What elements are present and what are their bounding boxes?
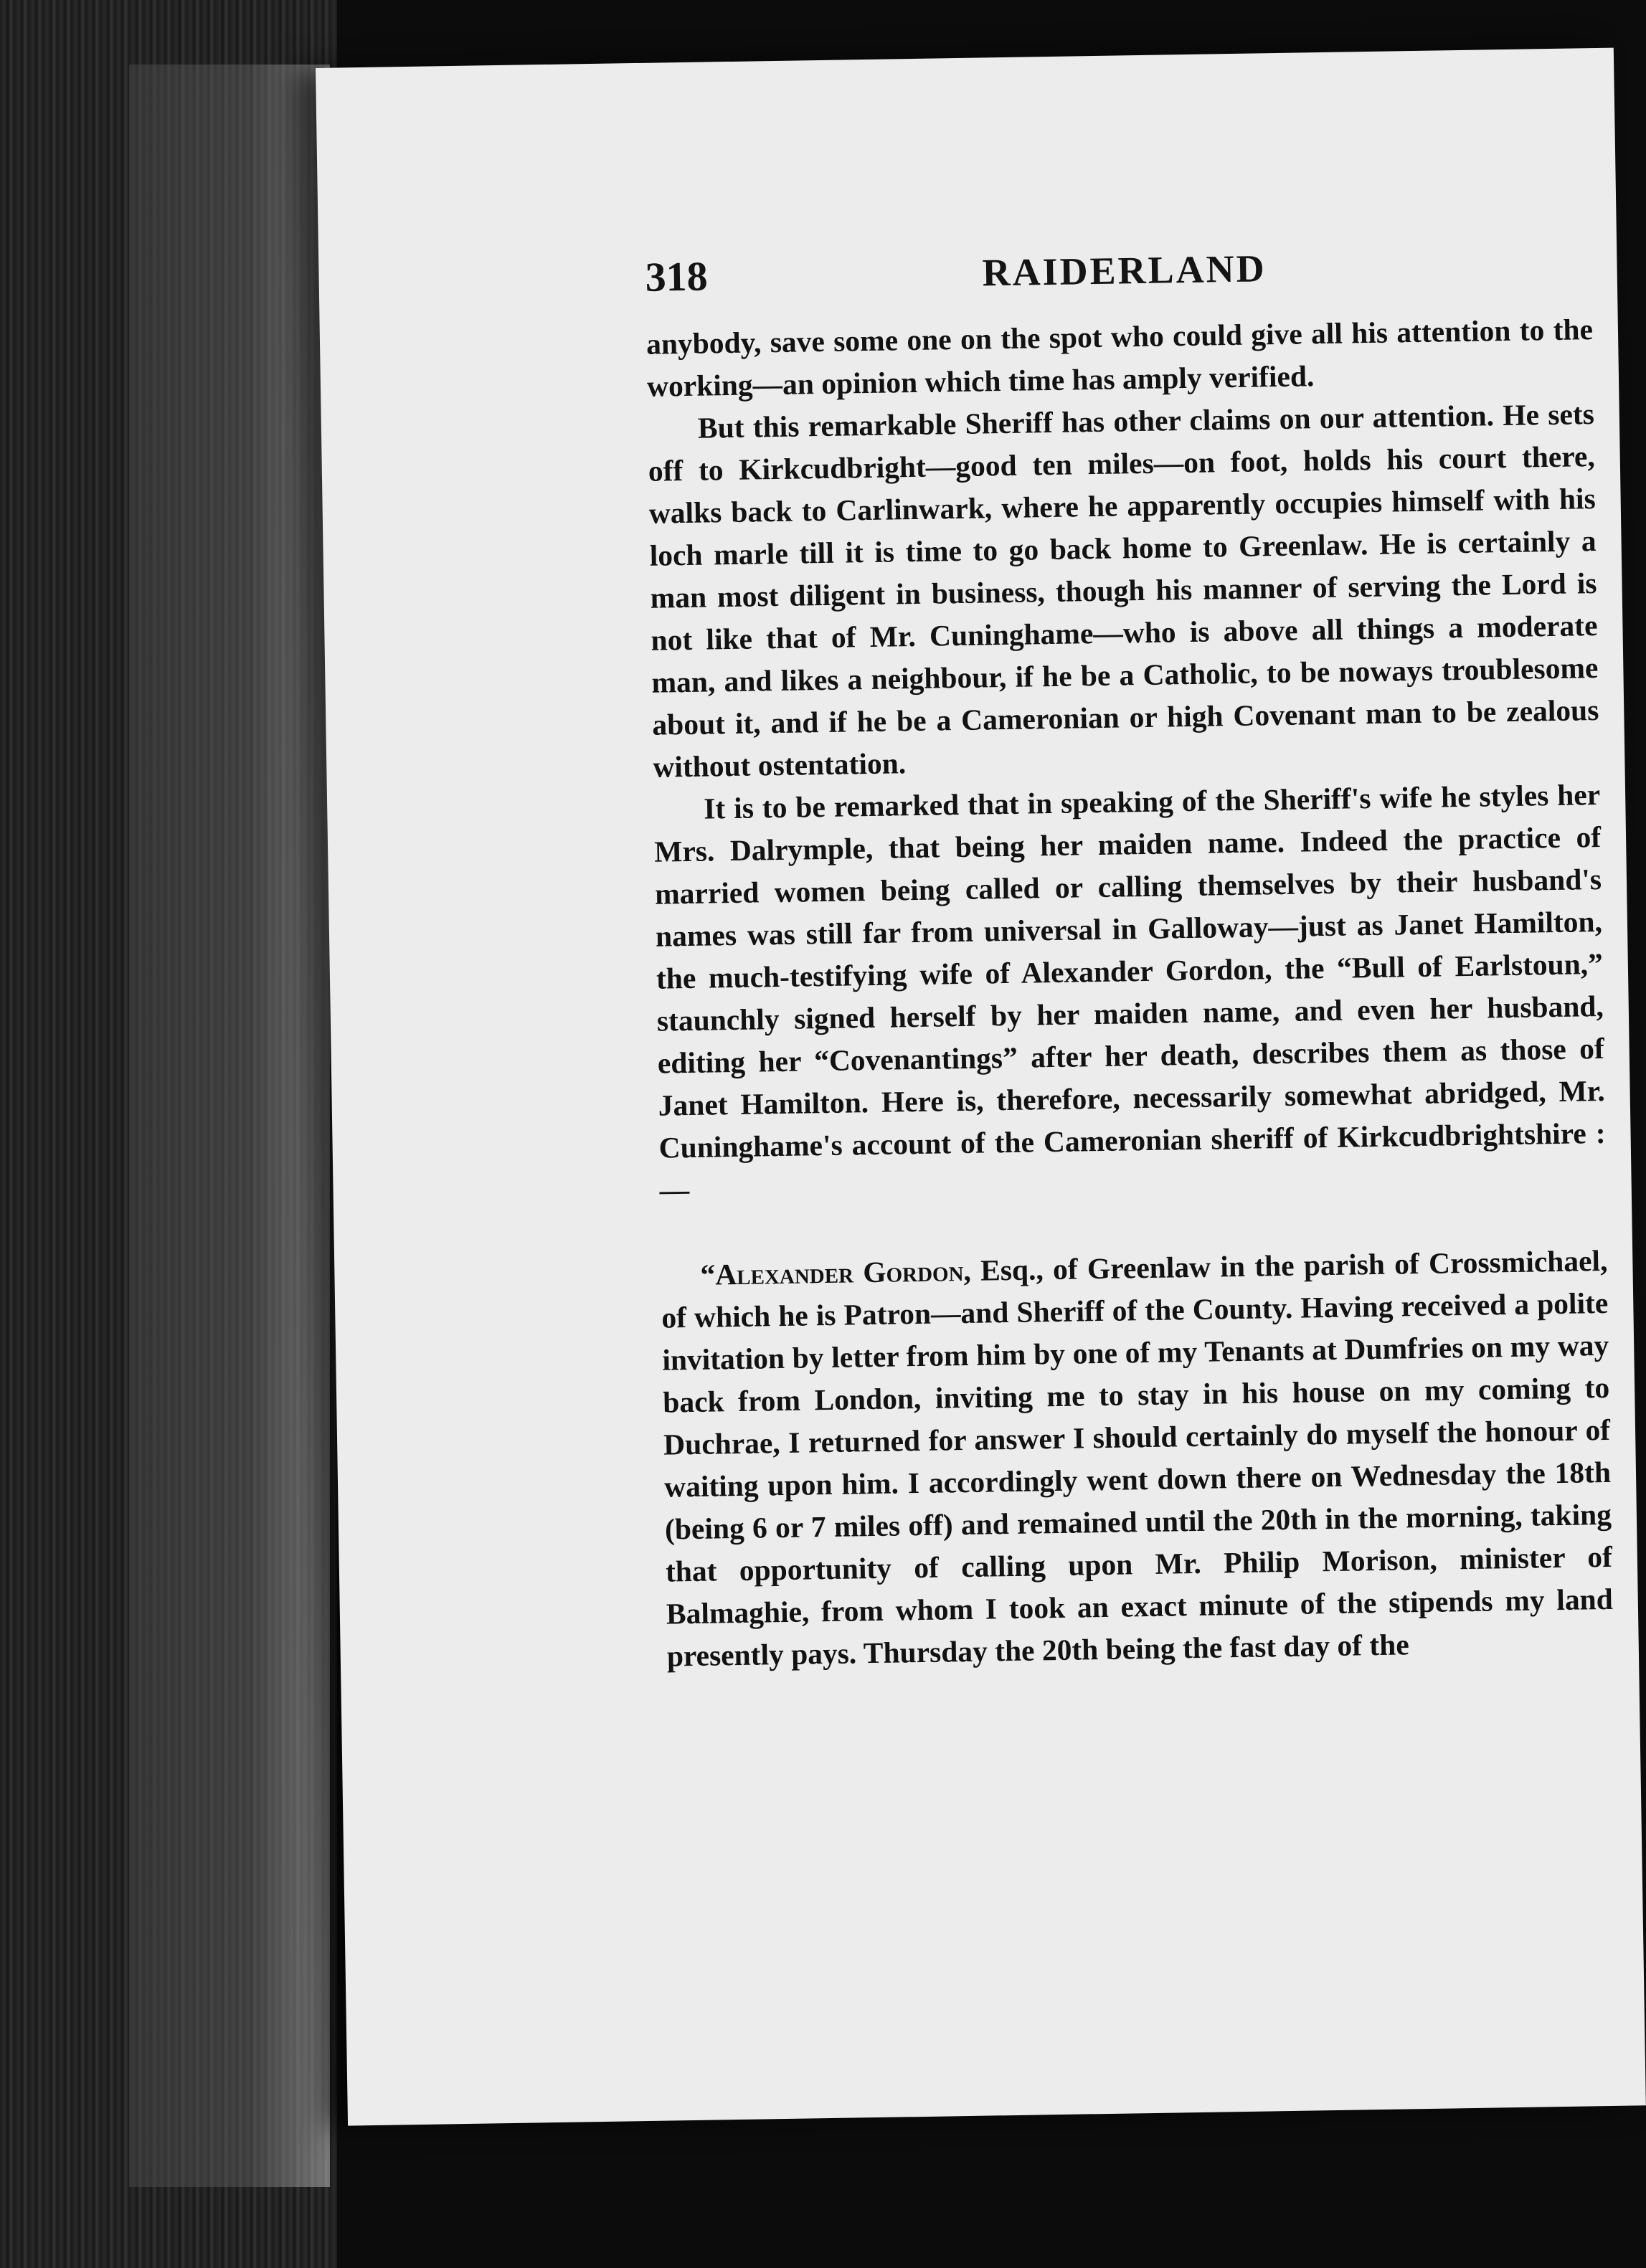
paragraph-3: It is to be remarked that in speaking of the Sheriff's wife he styles her Mrs. Dalrymple, that being her maiden name. Indeed the practice of married women being called or calling themselves by their husband's names was still far from universal in Galloway—just as Janet Hamilton, the much-testifying wife of Alexander Gordon, the “Bull of Earlstoun,” staunchly signed herself by her maiden name, and even her husband, editing her “Covenantings” after her death, describes them as those of Janet Hamilton. Here is, therefore, necessarily somewhat abridged, Mr. Cuninghame's account of the Cameronian sheriff of Kirkcudbrightshire :—	[653, 777, 1606, 1207]
open-quote: “	[700, 1258, 716, 1291]
paragraph-2: But this remarkable Sheriff has other claims on our attention. He sets off to Kirkcudbright—good ten miles—on foot, holds his court there, walks back to Carlinwark, where he apparently occupies himself with his loch marle till it is time to go back home to Greenlaw. He is certainly a man most diligent in business, though his manner of serving the Lord is not like that of Mr. Cuninghame—who is above all things a moderate man, and likes a neighbour, if he be a Catholic, to be noways troublesome about it, and if he be a Cameronian or high Covenant man to be zealous without ostentation.	[648, 397, 1599, 784]
quoted-passage	[661, 1240, 1614, 1678]
text-block	[645, 238, 1614, 1677]
quoted-name: Alexander Gordon	[714, 1254, 964, 1291]
book-page	[316, 48, 1646, 2126]
page-number: 318	[645, 252, 709, 300]
paragraph-1: anybody, save some one on the spot who could give all his attention to the working—an opinion which time has amply verified.	[645, 313, 1594, 403]
book-edge-shade	[129, 65, 330, 2187]
page-title: RAIDERLAND	[982, 247, 1267, 295]
quoted-text: , Esq., of Greenlaw in the parish of Crossmichael, of which he is Patron—and Sheriff of the County. Having received a polite invitation by letter from him by one of my Tenants at Dumfries on my way back from London, inviting me to stay in his house on my coming to Duchrae, I returned for answer I should certainly do myself the honour of waiting upon him. I accordingly went down there on Wednesday the 18th (being 6 or 7 miles off) and remained until the 20th in the morning, taking that opportunity of calling upon Mr. Philip Morison, minister of Balmaghie, from whom I took an exact minute of the stipends my land presently pays. Thursday the 20th being the fast day of the	[661, 1243, 1614, 1673]
running-head	[645, 238, 1592, 310]
